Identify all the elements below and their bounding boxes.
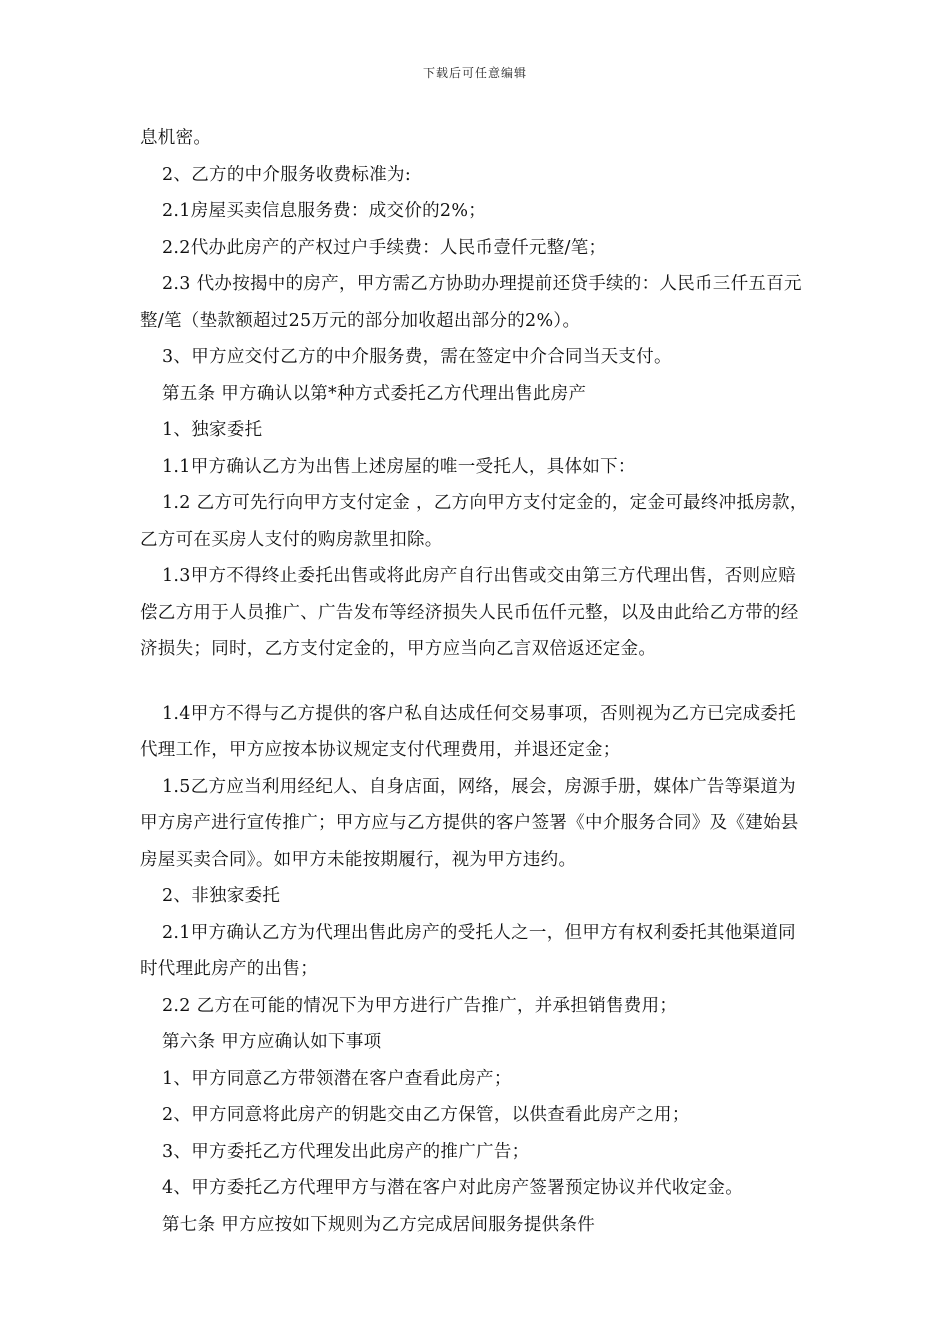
paragraph-20: 4、甲方委托乙方代理甲方与潜在客户对此房产签署预定协议并代收定金。 — [162, 1178, 744, 1198]
paragraph-17: 1、甲方同意乙方带领潜在客户查看此房产； — [162, 1068, 512, 1089]
paragraph-12: 1.5乙方应当利用经纪人、自身店面，网络，展会，房源手册，媒体广告等渠道为甲方房产进行宣传推广；甲方应与乙方提供的客户签署《中介服务合同》及《建始县房屋买卖合同》。如甲方未能按期履行，视为甲方违约。 — [140, 776, 799, 870]
paragraph-19: 3、甲方委托乙方代理发出此房产的推广广告； — [162, 1141, 530, 1162]
paragraph-18: 2、甲方同意将此房产的钥匙交由乙方保管，以供查看此房产之用； — [162, 1105, 690, 1125]
paragraph-14: 2.1甲方确认乙方为代理出售此房产的受托人之一，但甲方有权利委托其他渠道同时代理此房产的出售； — [140, 922, 796, 979]
paragraph-4: 2.3 代办按揭中的房产，甲方需乙方协助办理提前还贷手续的：人民币三仟五百元整/笔（垫款额超过25万元的部分加收超出部分的2%）。 — [140, 274, 802, 331]
paragraph-15: 2.2 乙方在可能的情况下为甲方进行广告推广，并承担销售费用； — [162, 995, 678, 1016]
paragraph-3: 2.2代办此房产的产权过户手续费：人民币壹仟元整/笔； — [162, 237, 607, 258]
paragraph-9: 1.2 乙方可先行向甲方支付定金 ，乙方向甲方支付定金的，定金可最终冲抵房款，乙方可在买房人支付的购房款里扣除。 — [140, 493, 808, 550]
paragraph-8: 1.1甲方确认乙方为出售上述房屋的唯一受托人，具体如下： — [162, 456, 636, 477]
section-heading-6: 第六条 甲方应确认如下事项 — [162, 1032, 382, 1052]
paragraph-13: 2、非独家委托 — [162, 886, 281, 906]
section-heading-5: 第五条 甲方确认以第*种方式委托乙方代理出售此房产 — [162, 383, 587, 404]
paragraph-11: 1.4甲方不得与乙方提供的客户私自达成任何交易事项，否则视为乙方已完成委托代理工作，甲方应按本协议规定支付代理费用，并退还定金； — [140, 703, 796, 760]
page-header: 下载后可任意编辑 — [422, 66, 527, 80]
document-body — [140, 120, 812, 1243]
paragraph-1: 2、乙方的中介服务收费标准为: — [162, 164, 412, 185]
paragraph-7: 1、独家委托 — [162, 420, 263, 440]
paragraph-2: 2.1房屋买卖信息服务费：成交价的2%； — [162, 201, 487, 221]
paragraph-5: 3、甲方应交付乙方的中介服务费，需在签定中介合同当天支付。 — [162, 347, 672, 367]
section-heading-7: 第七条 甲方应按如下规则为乙方完成居间服务提供条件 — [162, 1214, 596, 1235]
paragraph-10: 1.3甲方不得终止委托出售或将此房产自行出售或交由第三方代理出售，否则应赔偿乙方用于人员推广、广告发布等经济损失人民币伍仟元整，以及由此给乙方带的经济损失；同时，乙方支付定金的，甲方应当向乙言双倍返还定金。 — [140, 566, 799, 659]
paragraph-0: 息机密。 — [140, 128, 212, 148]
